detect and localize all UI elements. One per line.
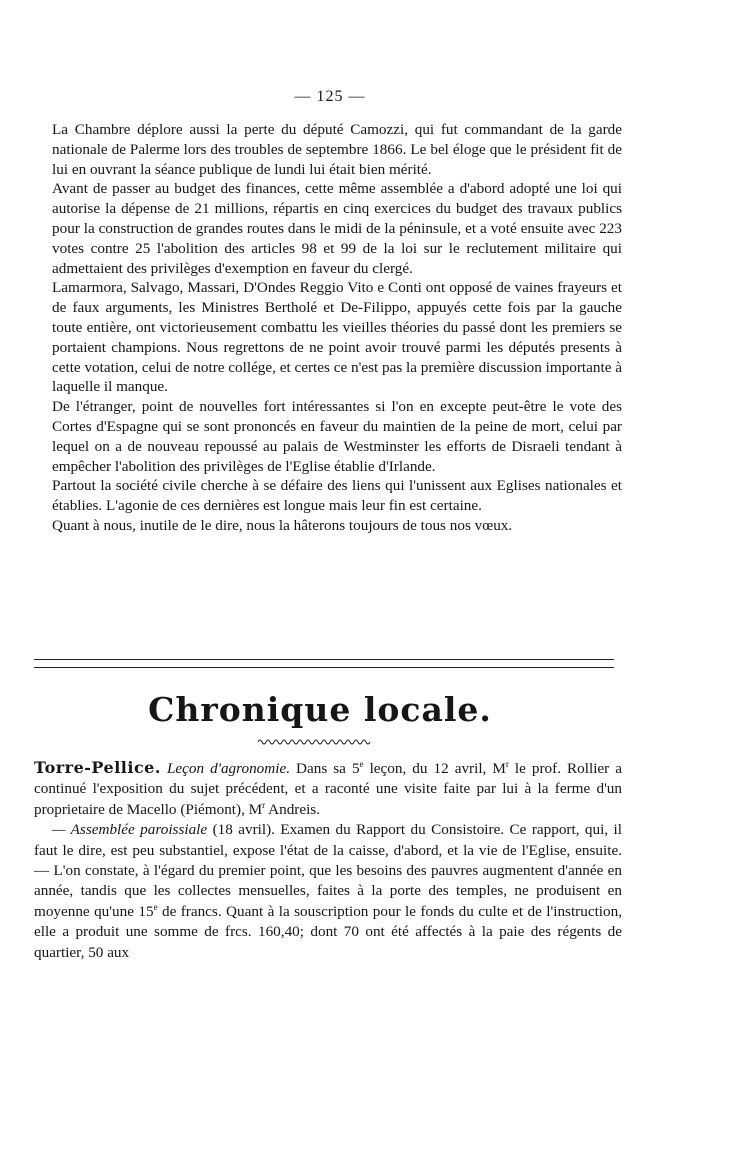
page-number: — 125 — [294,88,366,105]
paragraph-foreign: De l'étranger, point de nouvelles fort intéressantes si l'on en excepte peut-être le vote des Cortes d'Espagne qui se sont prononcés en faveur du maintien de la peine de mort, celui par lequel on a de nouveau repoussé au palais de Westminster les efforts de Disraeli tendant à empêcher l'abolition des privilèges de l'Eglise établie d'Irlande. [52,398,622,475]
lecture-text-1: Dans sa 5 [290,760,360,777]
paragraph-camozzi: La Chambre déplore aussi la perte du député Camozzi, qui fut commandant de la garde nationale de Palerme lors des troubles de septembre 1866. Le bel éloge que le président fit de lui en ouvrant la séance publique de lundi lui était bien mérité. [52,121,622,178]
paragraph-conclusion: Quant à nous, inutile de le dire, nous la hâterons toujours de tous nos vœux. [52,516,513,534]
paragraph-debate: Lamarmora, Salvago, Massari, D'Ondes Reggio Vito e Conti ont opposé de vaines frayeurs et de faux arguments, les Ministres Bertholé et De-Filippo, appuyés cette fois par la gauche toute entière, ont victorieusement combattu les vieilles théories du passé dont les premiers se portaient champions. Nous regrettons de ne point avoir trouvé parmi les députés presents à cette votation, celui de notre collége, et certes ce n'est pas la première discussion importante à laquelle il manque. [52,279,622,396]
assembly-sup: e [153,901,158,912]
lecture-text-3: le prof. Rollier a continué l'exposition du sujet précédent, et a raconté une visite faite par lui à la ferme d'un proprietaire de Macello (Piémont), M [34,760,622,818]
assembly-text-2: de francs. Quant à la souscription pour le fonds du culte et de l'instruction, elle a produit une somme de frcs. 160,40; dont 70 ont été affectés à la paie des régents de quartier, 50 aux [34,902,622,961]
place-name: Torre-Pellice. [34,758,161,777]
mr-sup-2: r [262,799,266,810]
mr-sup-1: r [505,758,509,769]
paragraph-civil-society: Partout la société civile cherche à se défaire des liens qui l'unissent aux Eglises nationales et établies. L'agonie de ces dernières est longue mais leur fin est certaine. [52,477,622,515]
ornament-rule [258,738,372,746]
assembly-text-1: (18 avril). Examen du Rapport du Consistoire. Ce rapport, qui, il faut le dire, est peu substantiel, expose l'état de la caisse, d'abord, et la vie de l'Eglise, ensuite. — L'on constate, à l'égard du premier point, que les besoins des pauvres augmentent d'année en année, tandis que les collectes mensuelles, faites à la porte des temples, ne produisent en moyenne qu'une 15 [34,821,622,920]
chronicle-lecture [34,758,622,820]
chronicle-assembly [34,820,622,963]
assembly-title: — Assemblée paroissiale [52,821,208,839]
lecture-sup: e [359,758,364,769]
lecture-title: Leçon d'agronomie. [166,760,290,777]
paragraph-budget: Avant de passer au budget des finances, cette même assemblée a d'abord adopté une loi qui autorise la dépense de 21 millions, répartis en cinq exercices du budget des travaux publics pour la construction de grandes routes dans le midi de la péninsule, et a voté ensuite avec 223 votes contre 25 l'abolition des articles 98 et 99 de la loi sur le reclutement militaire qui admettaient des privilèges d'exemption en faveur du clergé. [52,180,622,277]
news-column [52,120,622,536]
lecture-text-2: leçon, du 12 avril, M [363,760,506,777]
section-title: Chronique locale. [148,690,492,729]
local-chronicle [34,758,622,963]
lecture-text-4: Andreis. [265,800,321,818]
section-divider [34,659,614,668]
